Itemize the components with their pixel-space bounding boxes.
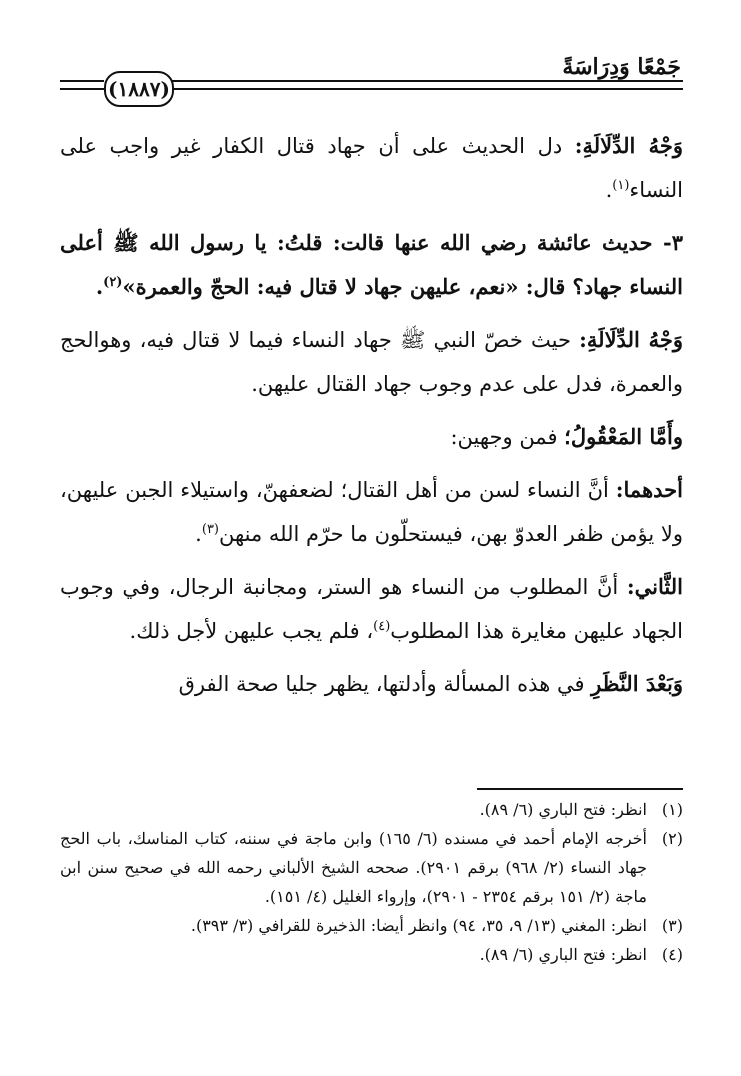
footnotes: [60, 795, 683, 969]
paragraph-conclusion: [60, 662, 683, 706]
footnote-text: أخرجه الإمام أحمد في مسنده (٦/ ١٦٥) وابن ماجة في سننه، كتاب المناسك، باب الحج جهاد النساء (٢/ ٩٦٨) برقم ٢٩٠١). صححه الشيخ الألباني رحمه الله في صحيح سنن ابن ماجة (٢/ ١٥١ برقم ٢٣٥٤ - ٢٩٠١)، وإرواء الغليل (٤/ ١٥١).: [60, 829, 647, 906]
paragraph-text: أنَّ النساء لسن من أهل القتال؛ لضعفهنّ، واستيلاء الجبن عليهن، ولا يؤمن ظفر العدوّ بهن، فيستحلّون ما حرّم الله منهن: [60, 478, 683, 546]
footnote-text: انظر: فتح الباري (٦/ ٨٩).: [479, 800, 647, 819]
paragraph-first-reason: أحدهما: أنَّ النساء لسن من أهل القتال؛ لضعفهنّ، واستيلاء الجبن عليهن، ولا يؤمن ظفر العدوّ بهن، فيستحلّون ما حرّم الله منهن$^{(٣)}$.: [60, 477, 683, 546]
footnote-number: (١): [661, 800, 683, 819]
footnote-ref: (٤): [373, 619, 391, 634]
paragraph-keyword: الثَّاني:: [626, 574, 683, 599]
paragraph-text: فمن وجهين:: [450, 425, 565, 449]
paragraph-dalala-1: وَجْهُ الدِّلَالَةِ: دل الحديث على أن جهاد قتال الكفار غير واجب على النساء$^{(١)}$.: [60, 133, 683, 202]
paragraph-text: دل الحديث على أن جهاد قتال الكفار غير واجب على النساء: [60, 134, 683, 202]
paragraph-keyword: أحدهما:: [615, 477, 683, 502]
header-rule-right-lower: [170, 88, 683, 90]
paragraph-text: ٣- حديث عائشة رضي الله عنها قالت: قلتُ: يا رسول الله ﷺ أعلى النساء جهاد؟ قال: «نعم، عليهن جهاد لا قتال فيه: الحجّ والعمرة»: [60, 230, 683, 299]
footnote-number: (٣): [661, 916, 683, 935]
footnote-ref: (٣): [201, 522, 219, 537]
footnote-item: [60, 911, 683, 940]
footnote-separator: [477, 788, 683, 790]
paragraph-hadith-aisha: ٣- حديث عائشة رضي الله عنها قالت: قلتُ: يا رسول الله ﷺ أعلى النساء جهاد؟ قال: «نعم، عليهن جهاد لا قتال فيه: الحجّ والعمرة»$^{(٢)}$.: [60, 230, 683, 299]
paragraph-text: حيث خصّ النبي ﷺ جهاد النساء فيما لا قتال فيه، وهوالحج والعمرة، فدل على عدم وجوب جهاد القتال عليهن.: [60, 328, 683, 396]
paragraph-maqul: [60, 415, 683, 459]
paragraph-text: أنَّ المطلوب من النساء هو الستر، ومجانبة الرجال، وفي وجوب الجهاد عليهن مغايرة هذا المطلوب: [60, 575, 683, 643]
footnote-number: (٢): [661, 829, 683, 848]
running-header-title: جَمْعًا وَدِرَاسَةً: [562, 54, 681, 80]
footnote-item: [60, 940, 683, 969]
footnote-text: انظر: المغني (١٣/ ٩، ٣٥، ٩٤) وانظر أيضا: الذخيرة للقرافي (٣/ ٣٩٣).: [190, 916, 647, 935]
header-rule-right: [170, 80, 683, 82]
paragraph-keyword: وأَمَّا المَعْقُولُ؛: [564, 424, 683, 449]
paragraph-dalala-2: [60, 318, 683, 406]
body-text: [60, 124, 683, 715]
footnote-number: (٤): [661, 945, 683, 964]
paragraph-text: في هذه المسألة وأدلتها، يظهر جليا صحة الفرق: [178, 672, 592, 696]
paragraph-keyword: وَبَعْدَ النَّظَرِ: [591, 671, 683, 696]
page-number: (١٨٨٧): [104, 71, 174, 107]
footnote-ref: (١): [612, 178, 630, 193]
paragraph-second-reason: الثَّاني: أنَّ المطلوب من النساء هو الستر، ومجانبة الرجال، وفي وجوب الجهاد عليهن مغايرة هذا المطلوب$^{(٤)}$، فلم يجب عليهن لأجل ذلك.: [60, 574, 683, 643]
header-rule-left-lower: [60, 88, 104, 90]
paragraph-keyword: وَجْهُ الدِّلَالَةِ:: [579, 327, 683, 352]
paragraph-keyword: وَجْهُ الدِّلَالَةِ:: [574, 133, 683, 158]
footnote-ref: (٢): [103, 275, 123, 290]
footnote-text: انظر: فتح الباري (٦/ ٨٩).: [479, 945, 647, 964]
header-rule-left: [60, 80, 104, 82]
footnote-item: [60, 795, 683, 824]
footnote-item: [60, 824, 683, 911]
